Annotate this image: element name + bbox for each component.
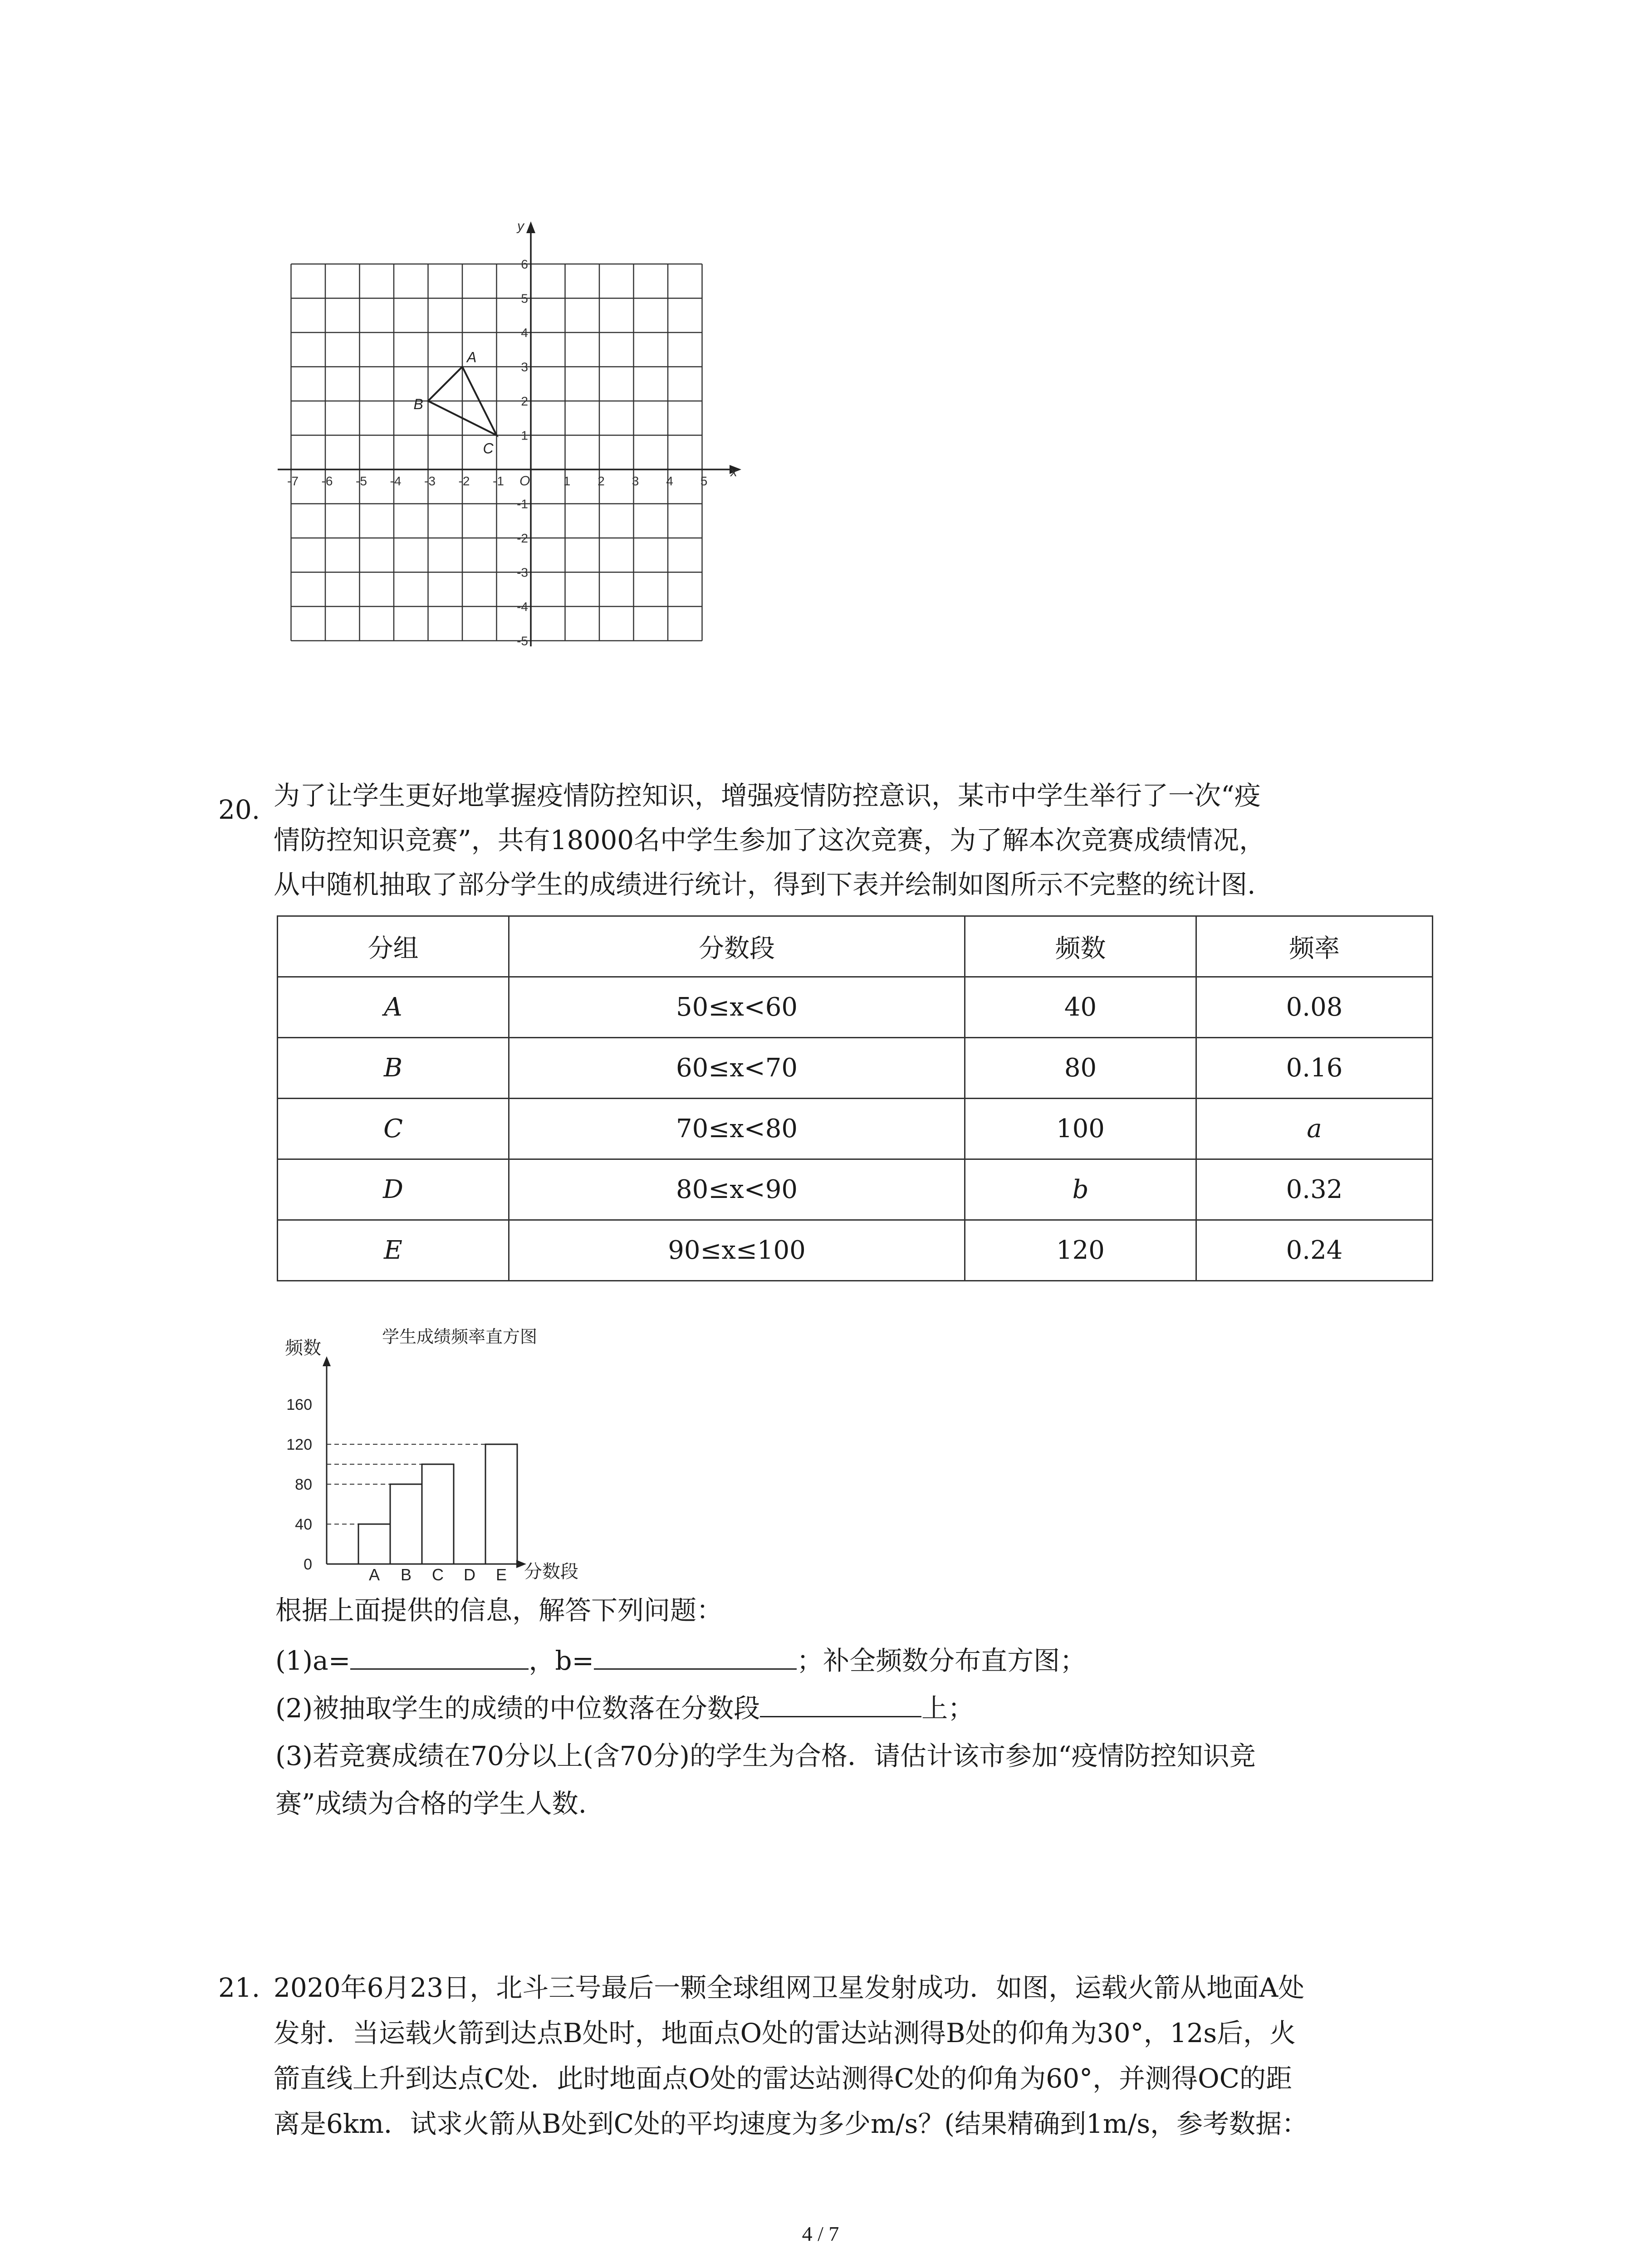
- q21-number: 21.: [218, 1972, 260, 2003]
- q21-line-3: 箭直线上升到达点C处．此时地面点O处的雷达站测得C处的仰角为60°，并测得OC的距: [274, 2063, 1293, 2094]
- y-axis-arrow: [526, 221, 535, 233]
- table-cell: D: [278, 1159, 509, 1220]
- x-tick-label: 2: [598, 474, 605, 488]
- table-header: 频数: [965, 916, 1196, 977]
- point-label-a: A: [467, 349, 477, 366]
- table-cell: 0.32: [1196, 1159, 1433, 1220]
- x-tick-label: -1: [493, 474, 504, 488]
- answer-blank-b[interactable]: [594, 1643, 797, 1670]
- q20-sub3-line-1: (3)若竞赛成绩在70分以上(含70分)的学生为合格．请估计该市参加“疫情防控知识竞: [275, 1740, 1256, 1771]
- table-cell: C: [278, 1099, 509, 1159]
- y-tick-label: 80: [295, 1476, 312, 1493]
- y-axis-name: y: [517, 219, 524, 234]
- x-tick-label: 5: [700, 474, 708, 488]
- y-tick-label: 0: [304, 1556, 312, 1573]
- frequency-histogram: [272, 1315, 590, 1597]
- sub1-tail: ；补全频数分布直方图；: [797, 1645, 1087, 1676]
- table-row: [278, 977, 1433, 1038]
- origin-label: O: [519, 474, 530, 489]
- table-header: 分组: [278, 916, 509, 977]
- y-tick-label: -1: [517, 497, 528, 511]
- page-number: 4 / 7: [802, 2222, 839, 2245]
- y-tick-label: 1: [521, 428, 528, 443]
- table-cell: 70≤x<80: [509, 1099, 965, 1159]
- y-axis-label: 频数: [285, 1338, 321, 1358]
- table-header-row: [278, 916, 1433, 977]
- bar-a: [358, 1524, 390, 1564]
- coordinate-grid-figure: [272, 209, 753, 662]
- y-tick-label: 2: [521, 394, 528, 408]
- q21-line-2: 发射．当运载火箭到达点B处时，地面点O处的雷达站测得B处的仰角为30°，12s后，火: [274, 2018, 1296, 2048]
- table-cell: 0.16: [1196, 1038, 1433, 1099]
- table-cell: B: [278, 1038, 509, 1099]
- bar-c: [422, 1464, 454, 1564]
- x-tick-label: -6: [321, 474, 333, 488]
- y-tick-label: -4: [517, 600, 528, 614]
- x-tick-label: -5: [356, 474, 367, 488]
- table-row: [278, 1220, 1433, 1281]
- q20-line-3: 从中随机抽取了部分学生的成绩进行统计，得到下表并绘制如图所示不完整的统计图.: [274, 869, 1256, 900]
- x-tick-label: 3: [632, 474, 639, 488]
- x-tick-label: D: [464, 1565, 475, 1584]
- sub2-tail: 上；: [921, 1693, 975, 1724]
- point-label-b: B: [413, 396, 423, 412]
- y-axis-arrow: [323, 1356, 331, 1366]
- answer-blank-segment[interactable]: [760, 1691, 921, 1717]
- table-cell: 80: [965, 1038, 1196, 1099]
- x-tick-label: C: [432, 1565, 444, 1584]
- q20-sub3-line-2: 赛”成绩为合格的学生人数.: [275, 1788, 587, 1819]
- q21-line-4: 离是6km．试求火箭从B处到C处的平均速度为多少m/s？(结果精确到1m/s，参考数据：: [274, 2108, 1308, 2139]
- y-tick-label: 160: [286, 1396, 312, 1413]
- table-cell: a: [1196, 1099, 1433, 1159]
- point-label-c: C: [483, 440, 494, 457]
- sub1-a-label: (1)a=: [275, 1645, 351, 1676]
- q21-line-1: 2020年6月23日，北斗三号最后一颗全球组网卫星发射成功．如图，运载火箭从地面A处: [274, 1972, 1305, 2003]
- y-tick-label: 4: [521, 326, 528, 340]
- x-tick-label: 4: [666, 474, 673, 488]
- x-tick-label: E: [495, 1565, 507, 1584]
- y-tick-label: -3: [517, 565, 528, 580]
- table-cell: 0.08: [1196, 977, 1433, 1038]
- bar-e: [485, 1444, 517, 1564]
- x-tick-label: -3: [424, 474, 436, 488]
- coordinate-axes: [278, 219, 741, 646]
- x-tick-label: -7: [287, 474, 299, 488]
- x-axis-name: x: [730, 464, 737, 479]
- q20-instructions: 根据上面提供的信息，解答下列问题：: [275, 1595, 723, 1626]
- grid-lines: [291, 264, 702, 641]
- q20-number: 20.: [218, 794, 260, 825]
- table-cell: 60≤x<70: [509, 1038, 965, 1099]
- histogram-marks: [286, 1356, 526, 1584]
- table-row: [278, 1159, 1433, 1220]
- q20-sub1: [275, 1638, 1086, 1683]
- bar-b: [390, 1484, 422, 1564]
- sub1-b-label: ，b=: [529, 1645, 594, 1676]
- x-tick-label: A: [368, 1565, 380, 1584]
- table-cell: 80≤x<90: [509, 1159, 965, 1220]
- y-tick-label: 5: [521, 291, 528, 306]
- y-tick-label: 40: [295, 1516, 312, 1533]
- table-cell: A: [278, 977, 509, 1038]
- table-cell: 0.24: [1196, 1220, 1433, 1281]
- chart-title: 学生成绩频率直方图: [382, 1328, 538, 1347]
- table-cell: 50≤x<60: [509, 977, 965, 1038]
- table-cell: 40: [965, 977, 1196, 1038]
- y-tick-label: -5: [517, 634, 528, 648]
- y-tick-label: -2: [517, 531, 528, 545]
- table-header: 分数段: [509, 916, 965, 977]
- sub2-text: (2)被抽取学生的成绩的中位数落在分数段: [275, 1693, 760, 1724]
- table-row: [278, 1038, 1433, 1099]
- table-header: 频率: [1196, 916, 1433, 977]
- axis-tick-labels: [287, 257, 707, 648]
- y-tick-label: 6: [521, 257, 528, 271]
- y-tick-label: 3: [521, 360, 528, 374]
- table-cell: b: [965, 1159, 1196, 1220]
- table-cell: 90≤x≤100: [509, 1220, 965, 1281]
- table-cell: 100: [965, 1099, 1196, 1159]
- x-axis-label: 分数段: [524, 1562, 578, 1582]
- y-tick-label: 120: [286, 1436, 312, 1453]
- triangle-abc: [414, 349, 497, 457]
- answer-blank-a[interactable]: [350, 1643, 529, 1670]
- table-cell: E: [278, 1220, 509, 1281]
- table-cell: 120: [965, 1220, 1196, 1281]
- x-tick-label: -2: [458, 474, 470, 488]
- q20-sub2: [275, 1686, 974, 1731]
- x-tick-label: -4: [390, 474, 402, 488]
- x-tick-label: 1: [563, 474, 571, 488]
- x-tick-label: B: [400, 1565, 412, 1584]
- frequency-table: [277, 915, 1433, 1281]
- q20-line-2: 情防控知识竞赛”，共有18000名中学生参加了这次竞赛，为了解本次竞赛成绩情况，: [274, 825, 1266, 855]
- table-row: [278, 1099, 1433, 1159]
- q20-line-1: 为了让学生更好地掌握疫情防控知识，增强疫情防控意识，某市中学生举行了一次“疫: [274, 780, 1261, 811]
